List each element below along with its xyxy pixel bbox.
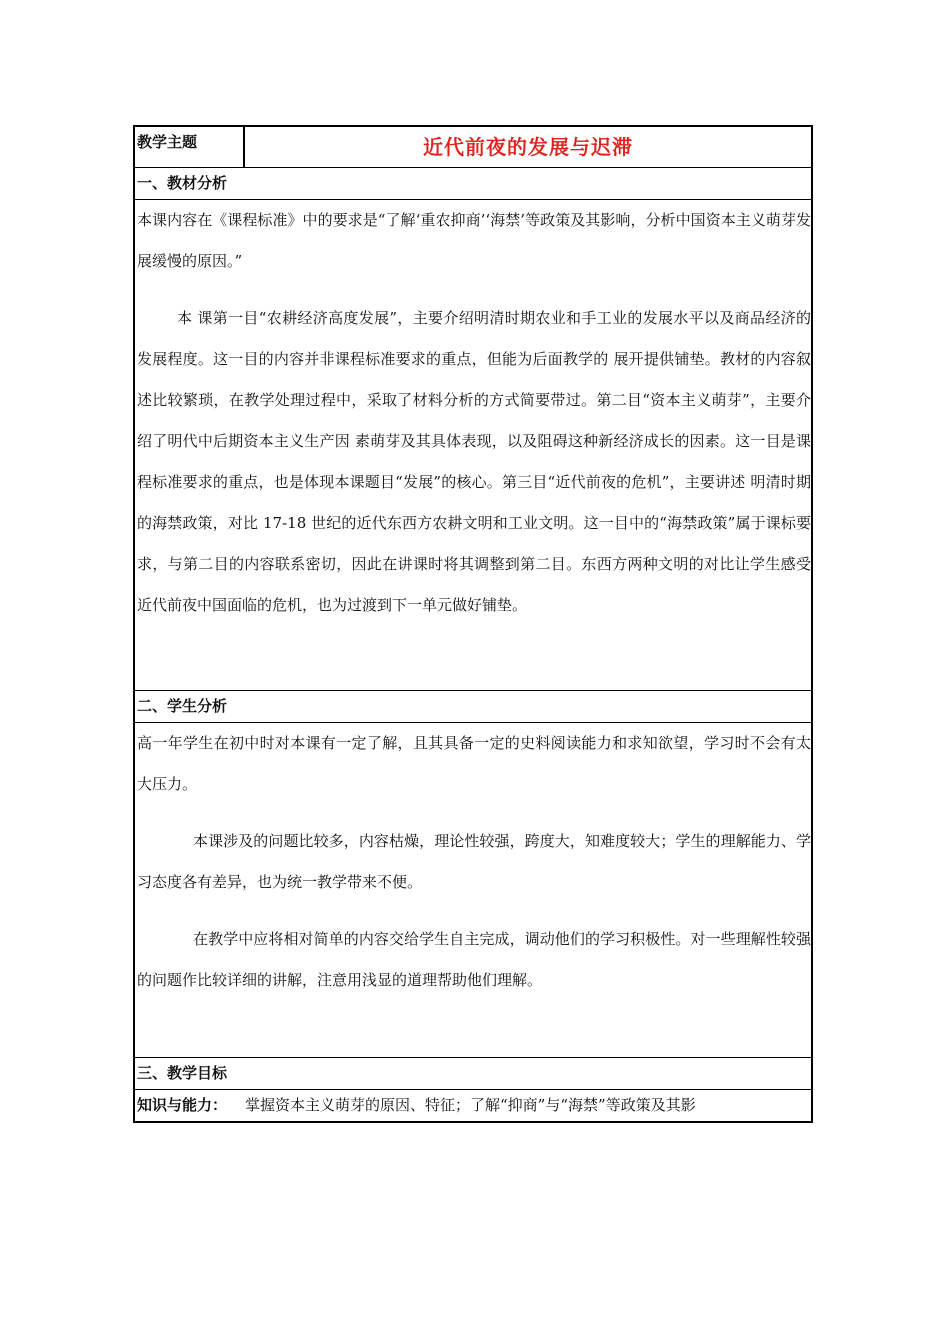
lesson-plan-table (133, 125, 813, 1123)
topic-label: 教学主题 (135, 127, 245, 167)
section-heading-students: 二、学生分析 (135, 690, 811, 722)
students-paragraph-1: 高一年学生在初中时对本课有一定了解，且其具备一定的史料阅读能力和求知欲望，学习时不会有太大压力。 (137, 734, 811, 793)
section-heading-objectives: 三、教学目标 (135, 1057, 811, 1089)
objective-row (135, 1089, 811, 1121)
section-body-students (135, 722, 811, 1057)
students-paragraph-2: 本课涉及的问题比较多，内容枯燥，理论性较强，跨度大，知难度较大；学生的理解能力、学习态度各有差异，也为统一教学带来不便。 (137, 832, 811, 891)
section-heading-textbook: 一、教材分析 (135, 167, 811, 199)
students-paragraph-3: 在教学中应将相对简单的内容交给学生自主完成，调动他们的学习积极性。对一些理解性较强的问题作比较详细的讲解，注意用浅显的道理帮助他们理解。 (137, 930, 811, 989)
lesson-title: 近代前夜的发展与迟滞 (423, 135, 633, 159)
objective-label: 知识与能力： (137, 1096, 228, 1114)
textbook-paragraph-1: 本课内容在《课程标准》中的要求是“了解‘重农抑商’‘海禁’等政策及其影响，分析中国资本主义萌芽发展缓慢的原因。” (137, 211, 811, 270)
objective-text: 掌握资本主义萌芽的原因、特征；了解“抑商”与“海禁”等政策及其影 (245, 1096, 696, 1114)
section-body-textbook (135, 199, 811, 690)
title-row (135, 127, 811, 167)
textbook-paragraph-2: 本 课第一目“农耕经济高度发展”，主要介绍明清时期农业和手工业的发展水平以及商品经济的发展程度。这一目的内容并非课程标准要求的重点，但能为后面教学的 展开提供铺垫。教材的内容叙述比较繁琐，在教学处理过程中，采取了材料分析的方式简要带过。第二目“资本主义萌芽”，主要介绍了明代中后期资本主义生产因 素萌芽及其具体表现，以及阻碍这种新经济成长的因素。这一目是课程标准要求的重点，也是体现本课题目“发展”的核心。第三目“近代前夜的危机”，主要讲述 明清时期的海禁政策，对比 17-18 世纪的近代东西方农耕文明和工业文明。这一目中的“海禁政策”属于课标要求，与第二目的内容联系密切，因此在讲课时将其调整到第二目。东西方两种文明的对比让学生感受近代前夜中国面临的危机，也为过渡到下一单元做好铺垫。 (137, 309, 811, 614)
